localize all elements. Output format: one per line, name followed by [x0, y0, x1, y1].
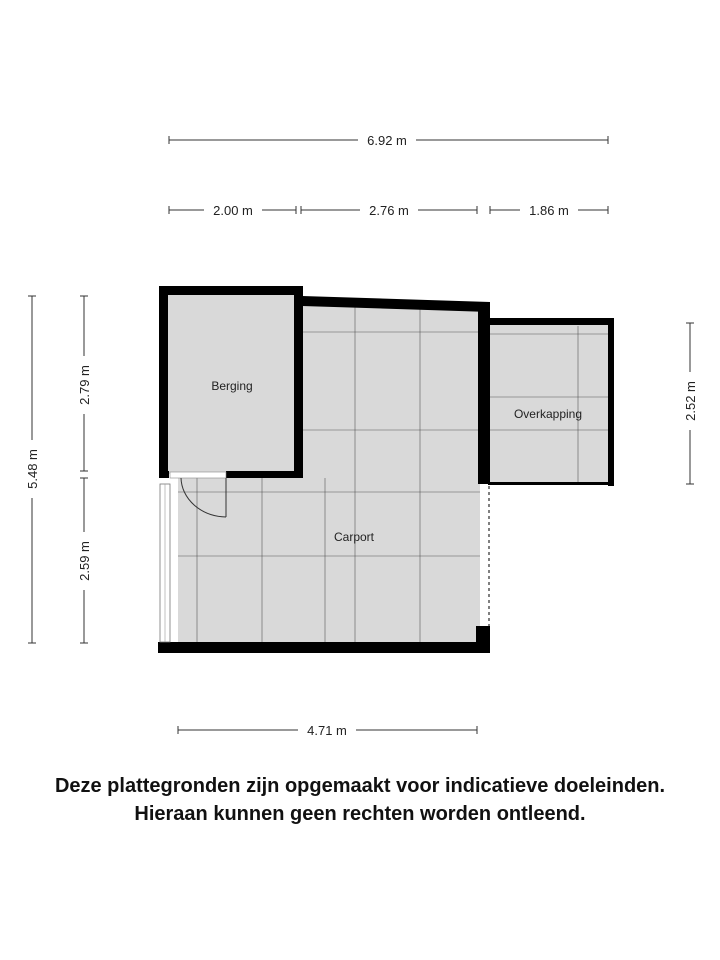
dimension-overkapping-height	[683, 323, 698, 484]
dimension-label: 2.52 m	[683, 381, 698, 421]
dimension-segment-3	[490, 203, 608, 218]
dimension-label: 2.76 m	[369, 203, 409, 218]
carport-gate	[160, 484, 170, 642]
disclaimer-line-2: Hieraan kunnen geen rechten worden ontleend.	[134, 803, 586, 825]
dimension-label: 2.79 m	[77, 365, 92, 405]
dimension-label: 4.71 m	[307, 723, 347, 738]
room-label-carport: Carport	[333, 530, 375, 544]
dimension-lower-height	[77, 478, 92, 643]
dimension-total-height	[25, 296, 40, 643]
disclaimer	[0, 772, 720, 828]
dimension-segment-1	[169, 203, 296, 218]
dimension-label: 1.86 m	[529, 203, 569, 218]
dimension-segment-2	[301, 203, 477, 218]
room-label-berging: Berging	[211, 379, 253, 393]
dimension-label: 5.48 m	[25, 449, 40, 489]
dimension-label: 6.92 m	[367, 133, 407, 148]
dimension-upper-height	[77, 296, 92, 471]
dimension-label: 2.00 m	[213, 203, 253, 218]
dimension-bottom-width	[178, 723, 477, 738]
room-label-overkapping: Overkapping	[513, 407, 583, 421]
dimension-total-width	[169, 133, 608, 148]
dimension-label: 2.59 m	[77, 541, 92, 581]
overkapping-floor	[480, 322, 612, 484]
disclaimer-line-1: Deze plattegronden zijn opgemaakt voor indicatieve doeleinden.	[54, 775, 666, 797]
